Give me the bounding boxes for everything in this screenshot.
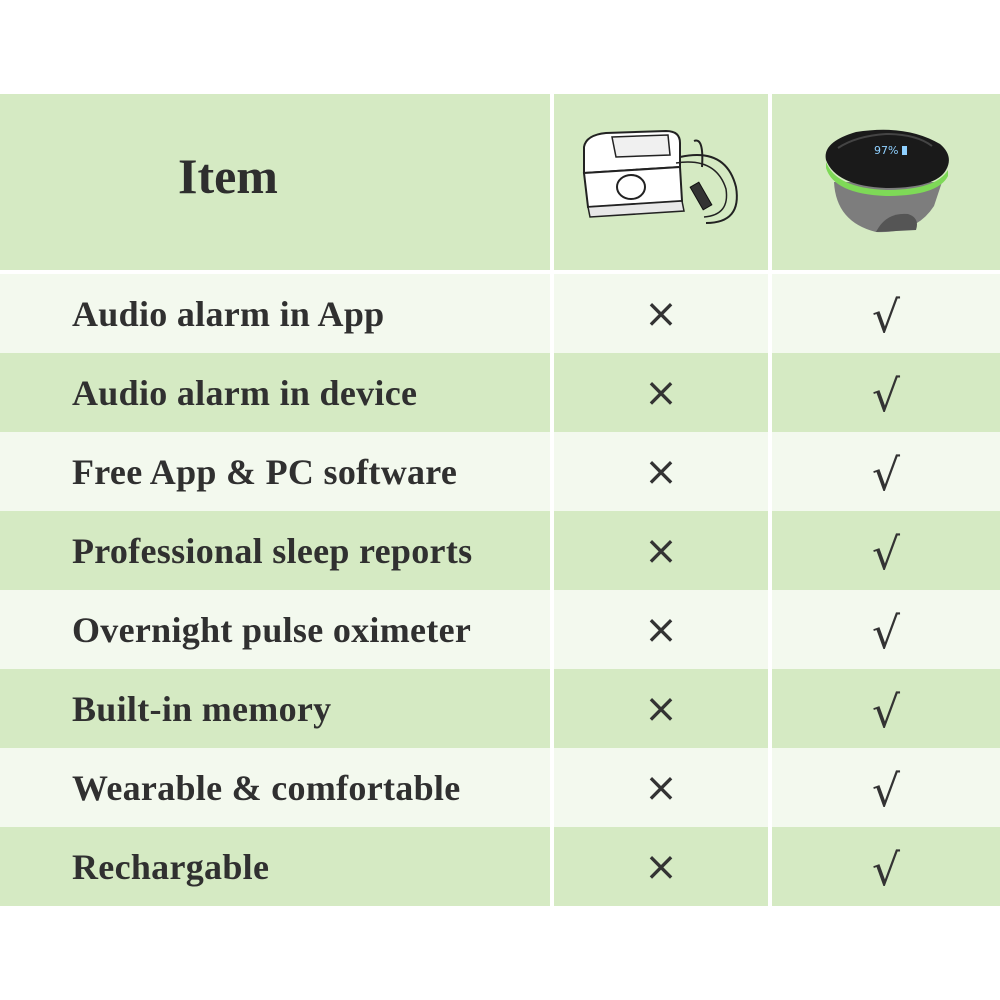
cross-mark: ×: [644, 290, 678, 337]
table-row: [0, 748, 1000, 827]
check-mark: √: [871, 529, 901, 580]
check-mark: √: [871, 845, 901, 896]
table-row: [0, 511, 1000, 590]
table-row: [0, 274, 1000, 353]
fingertip-oximeter-icon: [576, 127, 746, 237]
ring-cell: [772, 274, 1000, 353]
fingertip-cell: [554, 669, 768, 748]
ring-cell: [772, 432, 1000, 511]
feature-label: Free App & PC software: [0, 432, 550, 511]
ring-cell: [772, 748, 1000, 827]
table-row: [0, 432, 1000, 511]
header-fingertip-cell: [554, 94, 768, 270]
feature-label: Built-in memory: [0, 669, 550, 748]
check-mark: √: [871, 608, 901, 659]
feature-label: Wearable & comfortable: [0, 748, 550, 827]
table-row: [0, 827, 1000, 906]
feature-label: Audio alarm in device: [0, 353, 550, 432]
feature-label: Rechargable: [0, 827, 550, 906]
cross-mark: ×: [644, 448, 678, 495]
feature-label: Professional sleep reports: [0, 511, 550, 590]
cross-mark: ×: [644, 369, 678, 416]
fingertip-cell: [554, 432, 768, 511]
header-item-label: Item: [178, 148, 278, 204]
fingertip-cell: [554, 511, 768, 590]
check-mark: √: [871, 687, 901, 738]
ring-cell: [772, 669, 1000, 748]
table-row: [0, 353, 1000, 432]
cross-mark: ×: [644, 764, 678, 811]
ring-cell: [772, 827, 1000, 906]
fingertip-cell: [554, 827, 768, 906]
check-mark: √: [871, 450, 901, 501]
table-row: [0, 590, 1000, 669]
check-mark: √: [871, 292, 901, 343]
fingertip-cell: [554, 353, 768, 432]
header-ring-cell: [772, 94, 1000, 270]
cross-mark: ×: [644, 527, 678, 574]
feature-label: Audio alarm in App: [0, 274, 550, 353]
check-mark: √: [871, 766, 901, 817]
ring-cell: [772, 353, 1000, 432]
header-row: [0, 94, 1000, 270]
table-row: [0, 669, 1000, 748]
ring-cell: [772, 590, 1000, 669]
cross-mark: ×: [644, 685, 678, 732]
ring-display-text: 97%: [874, 144, 899, 157]
check-mark: √: [871, 371, 901, 422]
fingertip-cell: [554, 748, 768, 827]
ring-cell: [772, 511, 1000, 590]
feature-label: Overnight pulse oximeter: [0, 590, 550, 669]
ring-oximeter-icon: [816, 122, 956, 242]
fingertip-cell: [554, 274, 768, 353]
fingertip-cell: [554, 590, 768, 669]
cross-mark: ×: [644, 606, 678, 653]
header-item-cell: [0, 94, 550, 270]
comparison-table: [0, 94, 1000, 906]
cross-mark: ×: [644, 843, 678, 890]
